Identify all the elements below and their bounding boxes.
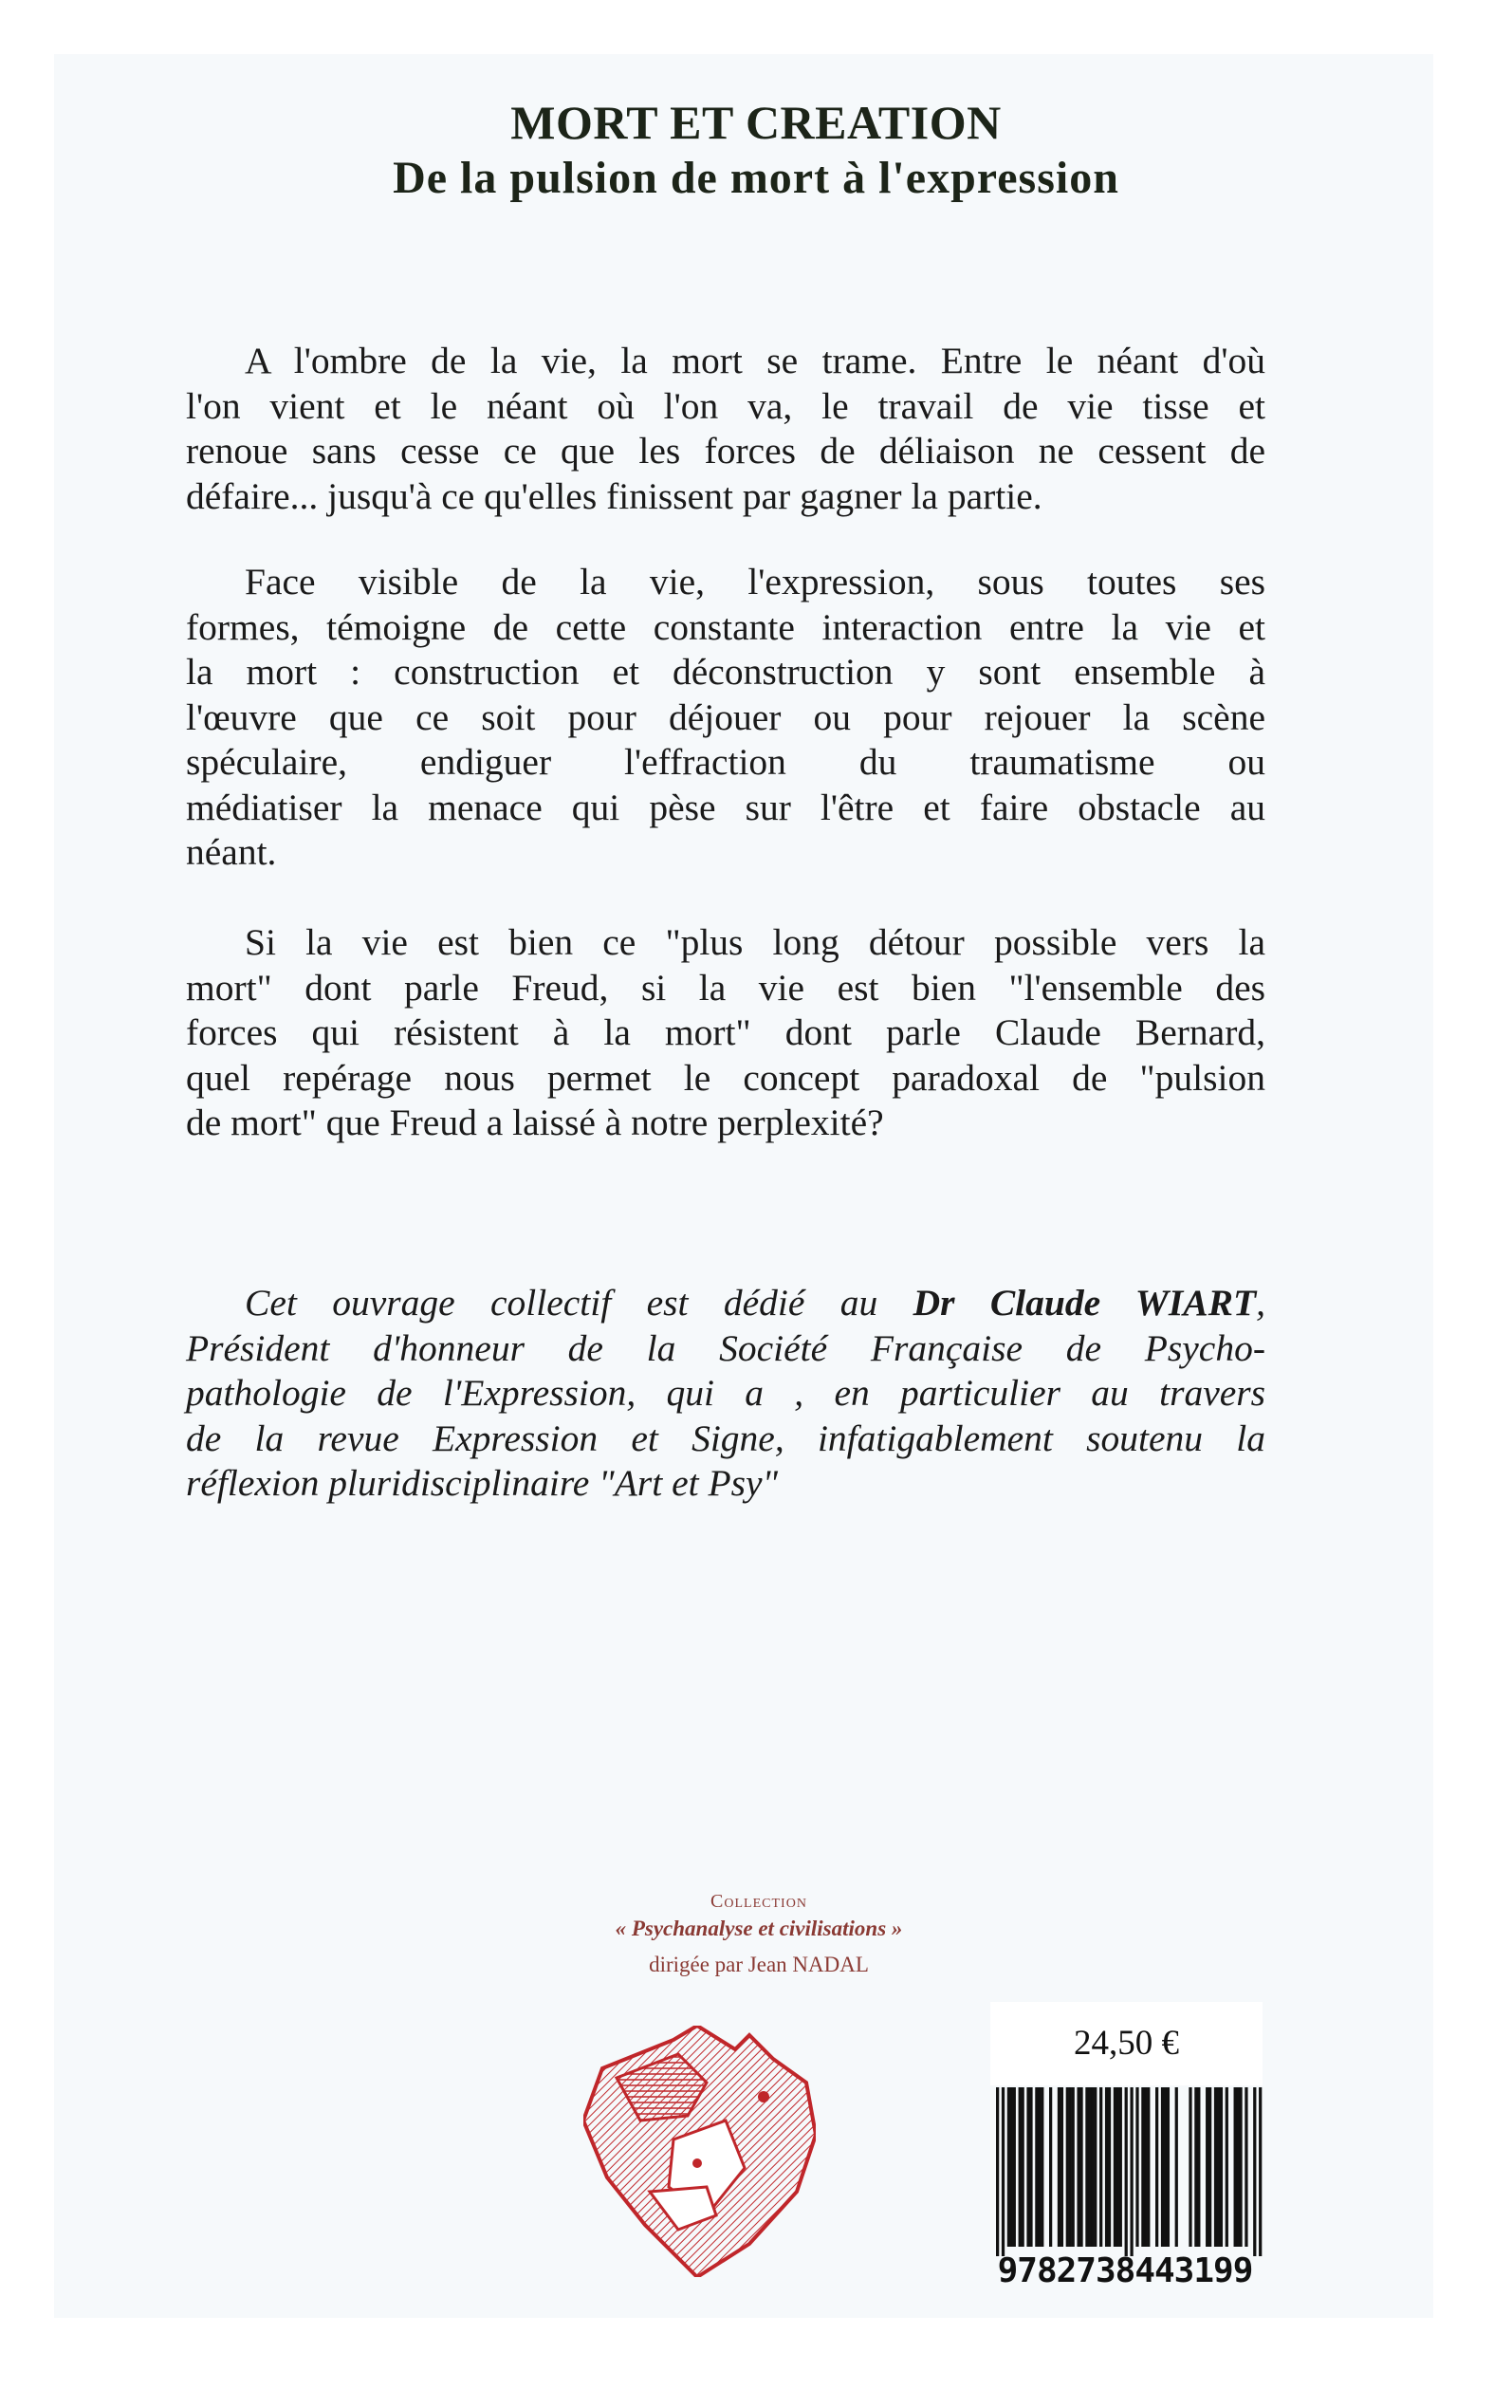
book-subtitle: De la pulsion de mort à l'expression [393, 153, 1119, 203]
publisher-logo-icon [583, 2026, 816, 2277]
barcode-bar [1135, 2087, 1138, 2247]
text-line: formes, témoigne de cette constante interaction entre la vie et [186, 605, 1265, 648]
text-line: de la revue Expression et Signe, infatigablement soutenu la [186, 1417, 1265, 1459]
barcode-bar [1022, 2087, 1024, 2247]
barcode-bar [1088, 2087, 1091, 2247]
barcode-bar [1226, 2087, 1228, 2247]
barcode-bar [1155, 2087, 1158, 2247]
text-line: la mort : construction et déconstruction y sont ensemble à [186, 651, 1265, 693]
price-label [990, 2002, 1263, 2085]
text-line: renoue sans cesse ce que les forces de déliaison ne cessent de [186, 430, 1265, 472]
barcode-bar [1079, 2087, 1082, 2247]
barcode-bar [1058, 2087, 1060, 2247]
barcode-bar [1029, 2087, 1032, 2247]
barcode-bar [1116, 2087, 1119, 2247]
barcode-bar [1091, 2087, 1094, 2247]
barcode-bar [1208, 2087, 1211, 2247]
text-line: médiatiser la menace qui pèse sur l'être et faire obstacle au [186, 786, 1265, 828]
barcode-bar [1206, 2087, 1208, 2247]
text-line: l'œuvre que ce soit pour déjouer ou pour rejouer la scène [186, 695, 1265, 738]
barcode-bar [1197, 2087, 1200, 2247]
barcode-bar [1245, 2087, 1247, 2247]
barcode-bar [1066, 2087, 1069, 2247]
barcode-bar [1038, 2087, 1041, 2247]
barcode-bar [1236, 2087, 1239, 2247]
dedicatee-name: Dr Claude WIART [913, 1282, 1257, 1324]
barcode-bar [1041, 2087, 1043, 2247]
text-line: de mort" que Freud a laissé à notre perplexité? [186, 1102, 884, 1143]
barcode-bar [1253, 2087, 1256, 2256]
barcode-bar [1035, 2087, 1038, 2247]
text-line: Président d'honneur de la Société Française de Psycho- [186, 1326, 1265, 1369]
barcode-bar [1125, 2087, 1128, 2256]
barcode-bar [996, 2087, 999, 2256]
text-line: pathologie de l'Expression, qui a , en particulier au travers [186, 1372, 1265, 1414]
text-line: défaire... jusqu'à ce qu'elles finissent par gagner la partie. [186, 474, 1042, 517]
barcode-bar [1007, 2087, 1010, 2247]
barcode-bar [1049, 2087, 1052, 2247]
barcode-bar [1002, 2087, 1005, 2256]
barcode-bar [1026, 2087, 1029, 2247]
text-line: l'on vient et le néant où l'on va, le travail de vie tisse et [186, 384, 1265, 427]
barcode-bar [1072, 2087, 1075, 2247]
barcode-bar [1108, 2087, 1111, 2247]
text-line: néant. [186, 831, 277, 873]
barcode-bar [1259, 2087, 1262, 2256]
barcode-bar [1094, 2087, 1097, 2247]
barcode-bar [1220, 2087, 1223, 2247]
text-line: forces qui résistent à la mort" dont parle Claude Bernard, [186, 1011, 1265, 1053]
barcode-bar [1119, 2087, 1122, 2247]
text-line: spéculaire, endiguer l'effraction du traumatisme ou [186, 741, 1265, 783]
text-line: Si la vie est bien ce "plus long détour possible vers la [245, 921, 1265, 963]
paragraph-1 [186, 339, 1265, 519]
barcode-bar [1099, 2087, 1102, 2247]
dedication [186, 1281, 1265, 1507]
barcode-bar [1105, 2087, 1108, 2247]
barcode-bar [1141, 2087, 1144, 2247]
isbn-number: 9782738443199 [997, 2251, 1253, 2287]
barcode-bar [1164, 2087, 1167, 2247]
collection-label: Collection [710, 1891, 807, 1912]
text-line: A l'ombre de la vie, la mort se trame. Entre le néant d'où [245, 340, 1265, 381]
barcode-bar [1144, 2087, 1147, 2247]
text-line: quel repérage nous permet le concept paradoxal de "pulsion [186, 1056, 1265, 1099]
barcode-bar [1085, 2087, 1088, 2247]
price: 24,50 € [1074, 2024, 1179, 2063]
text-line: réflexion pluridisciplinaire "Art et Psy" [186, 1462, 779, 1504]
barcode-bar [1167, 2087, 1170, 2247]
barcode-bar [1060, 2087, 1063, 2247]
isbn-barcode [986, 2087, 1263, 2287]
collection-name: « Psychanalyse et civilisations » [615, 1917, 903, 1940]
barcode-bar [1019, 2087, 1022, 2247]
book-title: MORT ET CREATION [510, 96, 1002, 149]
collection-director: dirigée par Jean NADAL [649, 1953, 869, 1976]
barcode-bar [1147, 2087, 1150, 2247]
text-line [186, 1281, 1265, 1326]
barcode-bar [1234, 2087, 1237, 2247]
barcode-bar [1175, 2087, 1178, 2247]
barcode-bars [996, 2087, 1262, 2256]
barcode-bar [1114, 2087, 1116, 2247]
barcode-bar [1189, 2087, 1191, 2247]
dedication-comma: , [1256, 1282, 1265, 1324]
dedication-intro: Cet ouvrage collectif est dédié au [245, 1282, 913, 1324]
barcode-bar [1194, 2087, 1197, 2247]
paragraph-3 [186, 920, 1265, 1146]
barcode-bar [1010, 2087, 1013, 2247]
text-line: Face visible de la vie, l'expression, sous toutes ses [245, 561, 1265, 602]
barcode-bar [1013, 2087, 1016, 2247]
paragraph-2 [186, 560, 1265, 876]
barcode-bar [1077, 2087, 1079, 2247]
barcode-bar [1161, 2087, 1164, 2247]
barcode-bar [1214, 2087, 1217, 2247]
barcode-bar [1069, 2087, 1072, 2247]
text-line: mort" dont parle Freud, si la vie est bien "l'ensemble des [186, 966, 1265, 1009]
barcode-bar [1239, 2087, 1242, 2247]
barcode-bar [1217, 2087, 1220, 2247]
barcode-bar [1130, 2087, 1133, 2256]
